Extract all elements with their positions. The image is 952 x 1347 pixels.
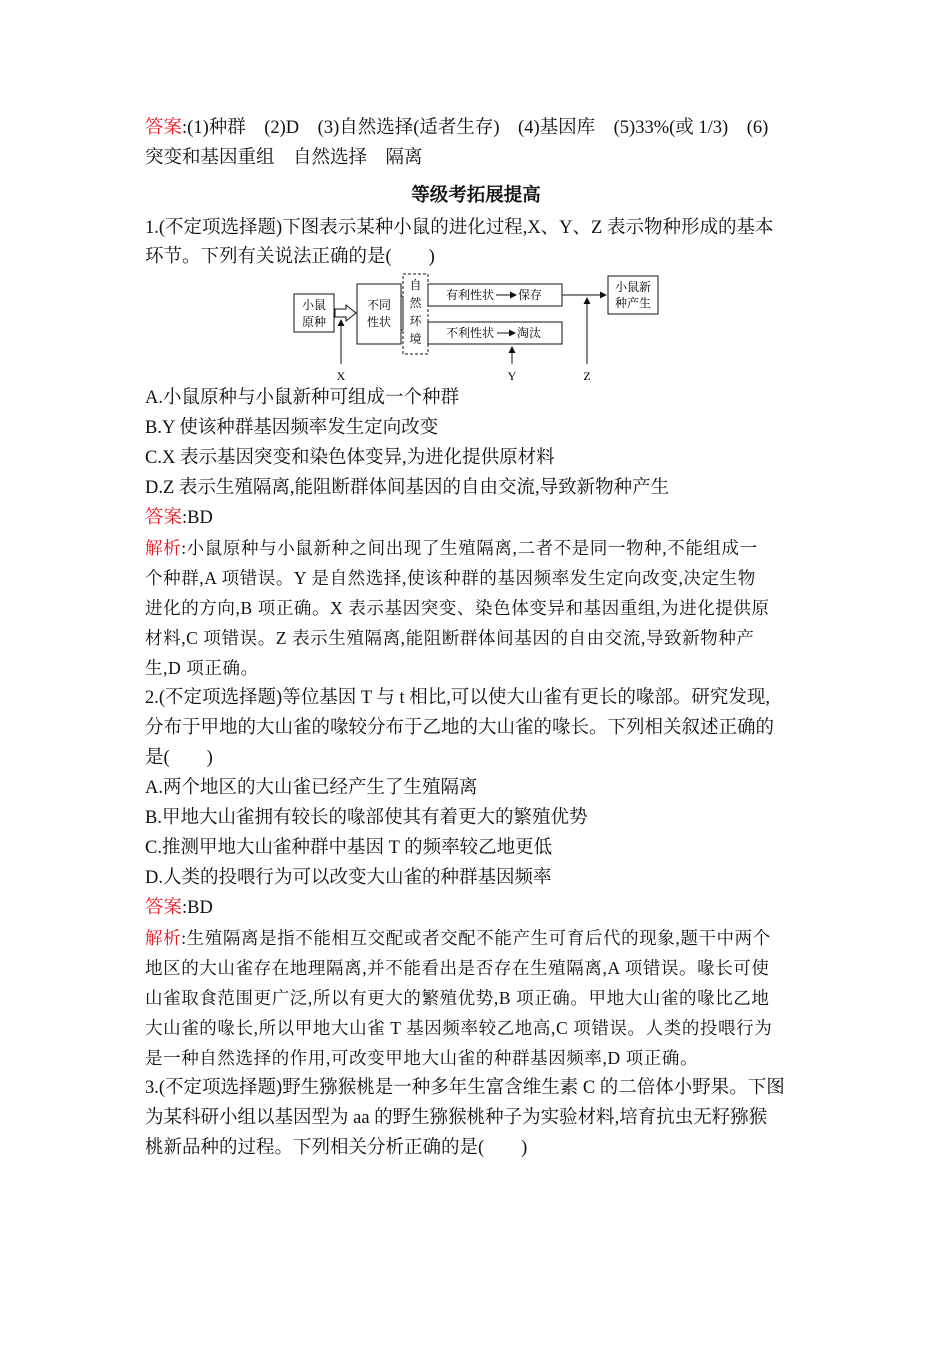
q3-stem-line-1: 3.(不定项选择题)野生猕猴桃是一种多年生富含维生素 C 的二倍体小野果。下图 (145, 1078, 785, 1098)
q2-option-b: B.甲地大山雀拥有较长的喙部使其有着更大的繁殖优势 (145, 808, 588, 828)
q2-analysis-text-1: :生殖隔离是指不能相互交配或者交配不能产生可育后代的现象,题干中两个 (181, 928, 771, 948)
analysis-label: 解析 (145, 538, 182, 558)
q1-answer-value: :BD (182, 508, 213, 528)
q1-answer (145, 506, 213, 530)
q2-option-c: C.推测甲地大山雀种群中基因 T 的频率较乙地更低 (145, 838, 553, 858)
q1-analysis-line-3: 进化的方向,B 项正确。X 表示基因突变、染色体变异和基因重组,为进化提供原 (145, 598, 770, 618)
q3-stem-line-2: 为某科研小组以基因型为 aa 的野生猕猴桃种子为实验材料,培育抗虫无籽猕猴 (145, 1108, 768, 1128)
q2-option-d: D.人类的投喂行为可以改变大山雀的种群基因频率 (145, 868, 552, 888)
z-label: Z (583, 369, 591, 383)
origin-label-2: 原种 (301, 315, 327, 329)
q1-option-a: A.小鼠原种与小鼠新种可组成一个种群 (145, 388, 459, 408)
env-char-3: 环 (409, 314, 422, 328)
favorable-label: 有利性状 (446, 288, 495, 302)
hollow-arrow (335, 305, 356, 321)
q1-analysis-line-1 (145, 536, 758, 560)
env-char-1: 自 (409, 278, 422, 292)
keep-label: 保存 (518, 288, 543, 302)
q2-answer-value: :BD (182, 898, 213, 918)
new-species-label-2: 种产生 (614, 296, 652, 310)
q1-option-c: C.X 表示基因突变和染色体变异,为进化提供原材料 (145, 448, 555, 468)
section-title: 等级考拓展提高 (411, 184, 541, 205)
env-char-2: 然 (409, 296, 422, 310)
q3-stem-line-3: 桃新品种的过程。下列相关分析正确的是( ) (145, 1138, 528, 1158)
q2-answer (145, 896, 213, 920)
trait-label-2: 性状 (366, 315, 392, 329)
q2-stem-line-3: 是( ) (145, 748, 213, 768)
analysis-label: 解析 (145, 928, 182, 948)
answer-label: 答案 (145, 118, 183, 138)
q2-analysis-line-1 (145, 926, 771, 950)
q2-analysis-line-3: 山雀取食范围更广泛,所以有更大的繁殖优势,B 项正确。甲地大山雀的喙比乙地 (145, 988, 770, 1008)
y-label: Y (507, 369, 517, 383)
q2-stem-line-1: 2.(不定项选择题)等位基因 T 与 t 相比,可以使大山雀有更长的喙部。研究发现, (145, 688, 771, 708)
q2-analysis-line-4: 大山雀的喙长,所以甲地大山雀 T 基因频率较乙地高,C 项错误。人类的投喂行为 (145, 1018, 773, 1038)
x-label: X (336, 369, 346, 383)
q1-analysis-line-2: 个种群,A 项错误。Y 是自然选择,使该种群的基因频率发生定向改变,决定生物 (145, 568, 756, 588)
eliminate-label: 淘汰 (517, 326, 542, 340)
trait-box (357, 284, 401, 344)
answer-label: 答案 (145, 898, 183, 918)
q1-evolution-diagram (290, 272, 670, 384)
prev-answer-text-1: :(1)种群 (2)D (3)自然选择(适者生存) (4)基因库 (5)33%(或 1/3) (6) (182, 118, 769, 138)
q1-analysis-line-4: 材料,C 项错误。Z 表示生殖隔离,能阻断群体间基因的自由交流,导致新物种产 (145, 628, 755, 648)
origin-label-1: 小鼠 (301, 298, 327, 312)
q1-option-d: D.Z 表示生殖隔离,能阻断群体间基因的自由交流,导致新物种产生 (145, 478, 670, 498)
answer-label: 答案 (145, 508, 183, 528)
q2-analysis-line-2: 地区的大山雀存在地理隔离,并不能看出是否存在生殖隔离,A 项错误。喙长可使 (145, 958, 770, 978)
q1-stem-line-1: 1.(不定项选择题)下图表示某种小鼠的进化过程,X、Y、Z 表示物种形成的基本 (145, 218, 774, 238)
q1-analysis-line-5: 生,D 项正确。 (145, 658, 259, 678)
prev-answer-line-1 (145, 116, 768, 140)
prev-answer-line-2: 突变和基因重组 自然选择 隔离 (145, 148, 423, 168)
q2-analysis-line-5: 是一种自然选择的作用,可改变甲地大山雀的种群基因频率,D 项正确。 (145, 1048, 699, 1068)
unfavorable-label: 不利性状 (446, 326, 495, 340)
q2-stem-line-2: 分布于甲地的大山雀的喙较分布于乙地的大山雀的喙长。下列相关叙述正确的 (145, 718, 775, 738)
trait-label-1: 不同 (366, 298, 392, 312)
q2-option-a: A.两个地区的大山雀已经产生了生殖隔离 (145, 778, 478, 798)
q1-option-b: B.Y 使该种群基因频率发生定向改变 (145, 418, 439, 438)
new-species-label-1: 小鼠新 (614, 280, 652, 294)
env-char-4: 境 (409, 332, 422, 346)
q1-stem-line-2: 环节。下列有关说法正确的是( ) (145, 247, 435, 267)
q1-analysis-text-1: :小鼠原种与小鼠新种之间出现了生殖隔离,二者不是同一物种,不能组成一 (181, 538, 758, 558)
